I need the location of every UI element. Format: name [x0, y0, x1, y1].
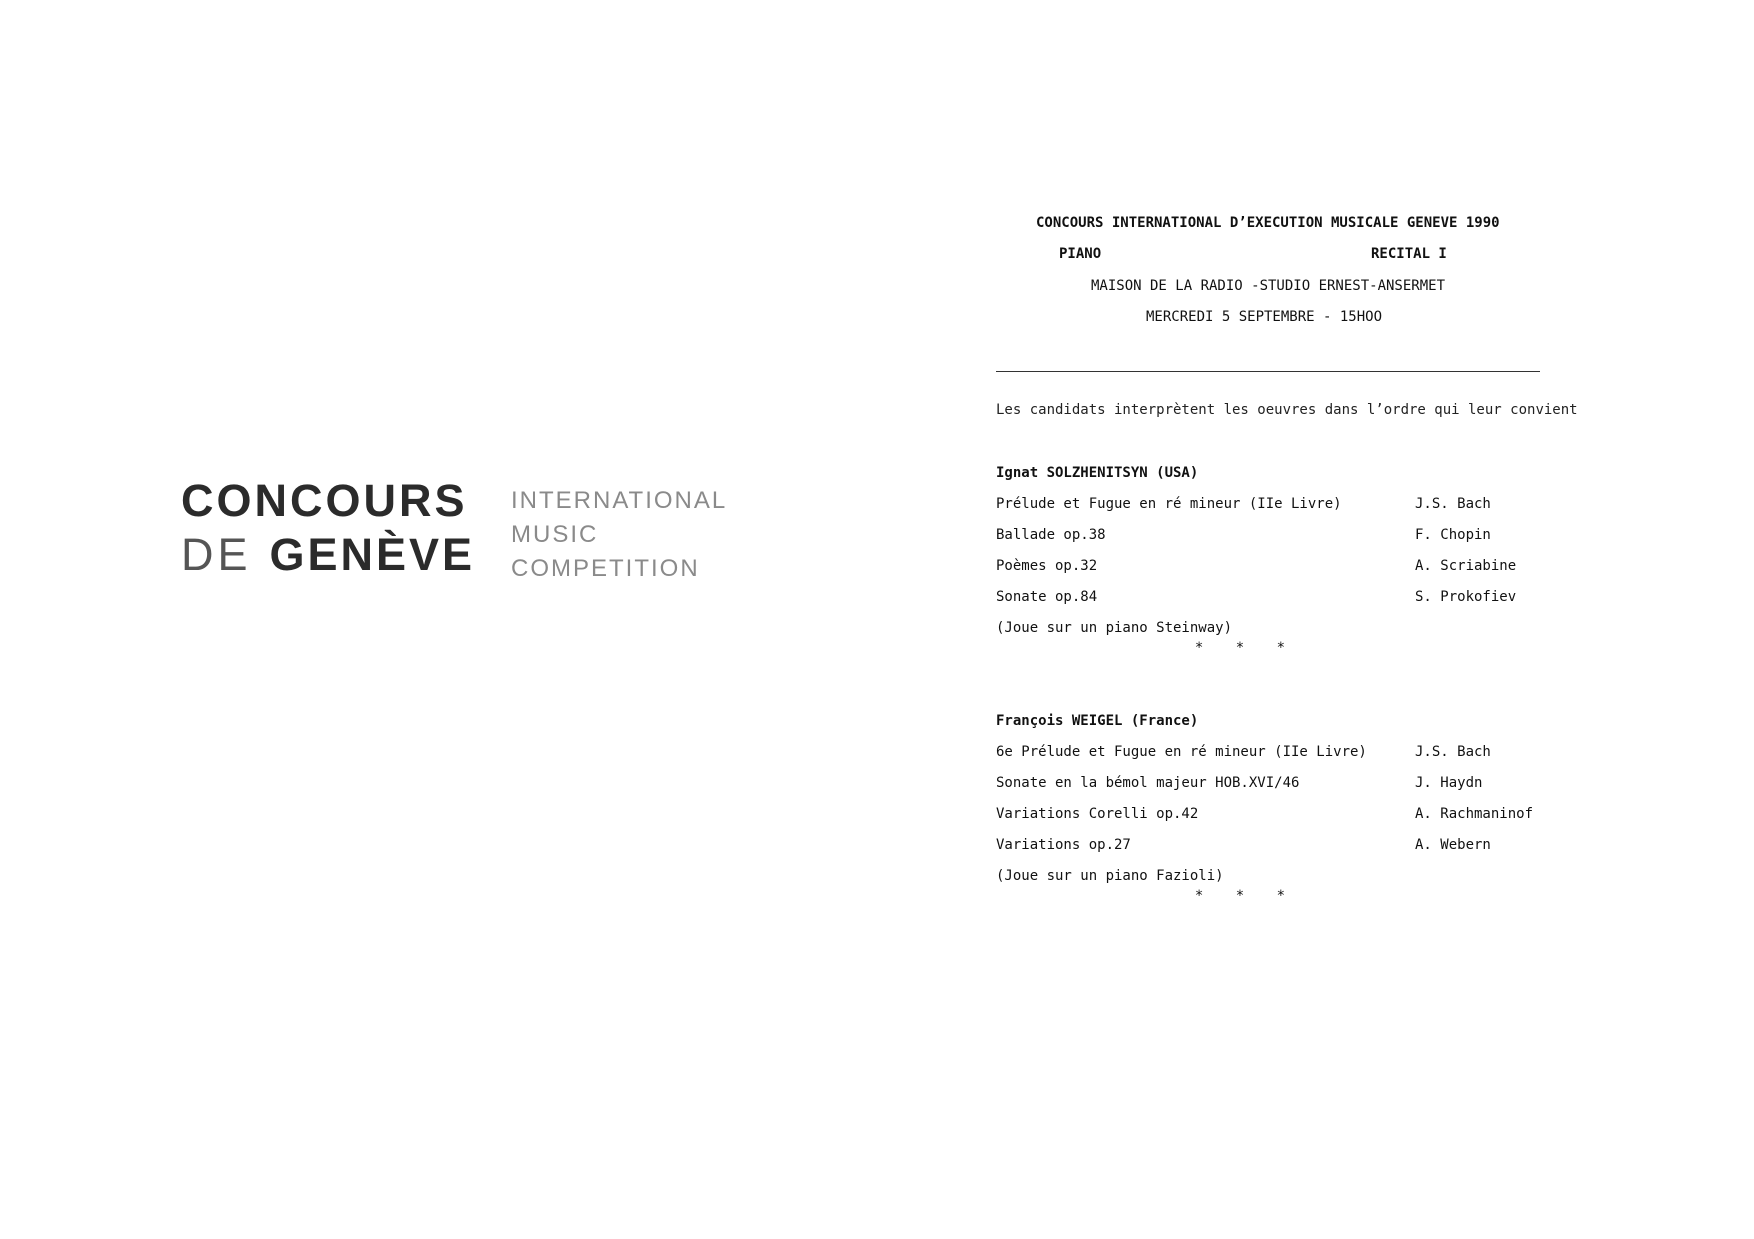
piece-title: Ballade op.38	[996, 527, 1106, 543]
candidate-block	[996, 458, 1556, 656]
candidate-name: Ignat SOLZHENITSYN (USA)	[996, 465, 1199, 481]
header-divider	[996, 371, 1540, 372]
logo-sub-competition: COMPETITION	[511, 555, 700, 582]
logo-line-de-geneve	[181, 529, 476, 580]
intro-note: Les candidats interprètent les oeuvres dans l’ordre qui leur convient	[996, 402, 1578, 418]
piano-note: (Joue sur un piano Steinway)	[996, 620, 1233, 636]
discipline-label: PIANO	[1059, 246, 1102, 262]
programme-title: CONCOURS INTERNATIONAL D’EXECUTION MUSICALE GENEVE 1990	[1036, 215, 1500, 231]
piece-composer: S. Prokofiev	[1415, 589, 1517, 605]
piece-title: Poèmes op.32	[996, 558, 1098, 574]
list-item	[996, 551, 1556, 582]
logo-subtitle	[511, 484, 727, 586]
piano-note: (Joue sur un piano Fazioli)	[996, 868, 1224, 884]
list-item	[996, 768, 1556, 799]
logo-sub-music: MUSIC	[511, 521, 599, 548]
logo-sub-international: INTERNATIONAL	[511, 487, 728, 514]
piece-composer: A. Rachmaninof	[1415, 806, 1534, 822]
candidate-block	[996, 706, 1556, 904]
concours-de-geneve-logo	[181, 475, 741, 598]
candidate-name: François WEIGEL (France)	[996, 713, 1199, 729]
piece-composer: J.S. Bach	[1415, 496, 1491, 512]
list-item	[996, 489, 1556, 520]
piece-title: Sonate en la bémol majeur HOB.XVI/46	[996, 775, 1300, 791]
round-label: RECITAL I	[1371, 246, 1447, 262]
venue-label: MAISON DE LA RADIO -STUDIO ERNEST-ANSERMET	[1091, 278, 1446, 294]
piece-title: Sonate op.84	[996, 589, 1098, 605]
logo-de: DE	[181, 529, 252, 580]
recital-programme	[996, 0, 1578, 1239]
logo-geneve: GENÈVE	[269, 529, 476, 580]
piece-composer: J. Haydn	[1415, 775, 1483, 791]
piece-composer: J.S. Bach	[1415, 744, 1491, 760]
piece-title: Variations op.27	[996, 837, 1131, 853]
list-item	[996, 520, 1556, 551]
piece-composer: F. Chopin	[1415, 527, 1491, 543]
piece-title: 6e Prélude et Fugue en ré mineur (IIe Livre)	[996, 744, 1367, 760]
separator-stars: * * *	[1194, 888, 1298, 904]
date-label: MERCREDI 5 SEPTEMBRE - 15HOO	[1146, 309, 1383, 325]
list-item	[996, 830, 1556, 861]
separator-stars: * * *	[1194, 640, 1298, 656]
logo-line-concours: CONCOURS	[181, 475, 468, 526]
piece-title: Variations Corelli op.42	[996, 806, 1199, 822]
piece-composer: A. Webern	[1415, 837, 1491, 853]
list-item	[996, 799, 1556, 830]
piece-title: Prélude et Fugue en ré mineur (IIe Livre)	[996, 496, 1342, 512]
piece-composer: A. Scriabine	[1415, 558, 1517, 574]
list-item	[996, 582, 1556, 613]
list-item	[996, 737, 1556, 768]
